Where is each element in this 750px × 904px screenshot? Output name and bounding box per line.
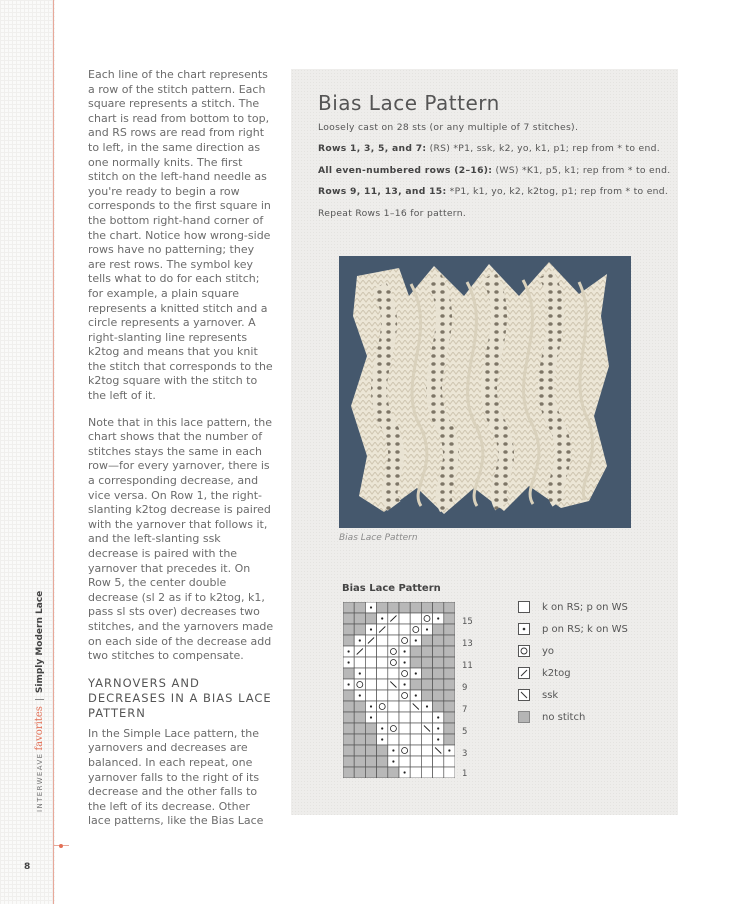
no-stitch-cell	[343, 624, 354, 635]
purl-cell	[354, 668, 365, 679]
knit-cell	[410, 756, 421, 767]
no-stitch-cell	[444, 723, 455, 734]
knit-cell	[421, 767, 432, 778]
ssk-cell	[433, 745, 444, 756]
knit-cell	[377, 657, 388, 668]
purl-cell	[410, 690, 421, 701]
knit-cell	[365, 646, 376, 657]
purl-cell	[377, 734, 388, 745]
yo-cell	[421, 613, 432, 624]
no-stitch-cell	[444, 668, 455, 679]
purl-cell	[433, 712, 444, 723]
key-item-knit	[518, 601, 628, 613]
no-stitch-cell	[410, 646, 421, 657]
no-stitch-cell	[399, 602, 410, 613]
purl-cell	[410, 668, 421, 679]
key-label: k on RS; p on WS	[542, 601, 628, 613]
purl-cell	[433, 723, 444, 734]
knit-cell	[399, 712, 410, 723]
purl-cell	[365, 602, 376, 613]
no-stitch-cell	[433, 701, 444, 712]
brand-name: INTERWEAVE	[36, 752, 44, 812]
knit-cell	[365, 690, 376, 701]
photo-caption: Bias Lace Pattern	[339, 533, 418, 543]
no-stitch-cell	[354, 756, 365, 767]
knit-cell	[421, 734, 432, 745]
running-head	[34, 592, 45, 812]
purl-cell	[354, 635, 365, 646]
no-stitch-cell	[343, 690, 354, 701]
no-stitch-cell	[444, 646, 455, 657]
row-text: *P1, k1, yo, k2, k2tog, p1; rep from * to end.	[446, 186, 669, 197]
knit-cell	[377, 690, 388, 701]
no-stitch-cell	[343, 635, 354, 646]
knit-cell	[388, 690, 399, 701]
no-stitch-cell	[354, 745, 365, 756]
body-paragraph-3: In the Simple Lace pattern, the yarnovers and decreases are balanced. In each repeat, one yarnover falls to the right of its decrease and the other falls to the left of its decrease. Other lace patterns, like the Bias Lace	[88, 726, 264, 828]
no-stitch-cell	[354, 723, 365, 734]
knit-cell	[399, 613, 410, 624]
no-stitch-cell	[365, 745, 376, 756]
purl-cell	[399, 657, 410, 668]
slash-square-icon	[518, 667, 530, 679]
knit-cell	[388, 635, 399, 646]
knit-cell	[377, 679, 388, 690]
swatch-photo	[339, 256, 631, 528]
knit-cell	[444, 767, 455, 778]
knit-cell	[410, 734, 421, 745]
stitch-chart	[343, 602, 455, 778]
yo-cell	[399, 668, 410, 679]
knit-cell	[388, 701, 399, 712]
purl-cell	[365, 712, 376, 723]
swatch-illustration	[339, 256, 631, 528]
ssk-cell	[421, 723, 432, 734]
no-stitch-cell	[421, 679, 432, 690]
key-label: p on RS; k on WS	[542, 623, 628, 635]
purl-cell	[365, 701, 376, 712]
no-stitch-cell	[410, 679, 421, 690]
knit-cell	[388, 712, 399, 723]
no-stitch-cell	[377, 767, 388, 778]
knit-cell	[388, 624, 399, 635]
k2tog-cell	[365, 635, 376, 646]
body-paragraph-2: Note that in this lace pattern, the chart shows that the number of stitches stays the same in each row—for every yarnover, there is a corresponding decrease, and vice versa. On Row 1, the right-slanting k2tog decrease is paired with the yarnover that follows it, and the left-slanting ssk decrease is paired with the yarnover that precedes it. On Row 5, the center double decrease (sl 2 as if to k2tog, k1, pass sl sts over) decreases two stitches, and the yarnovers made on each side of the decrease add two stitches to compensate.	[88, 415, 274, 663]
no-stitch-cell	[421, 646, 432, 657]
row-number-9: 9	[462, 683, 468, 693]
knit-cell	[410, 745, 421, 756]
body-column	[88, 68, 274, 841]
row-number-13: 13	[462, 639, 473, 649]
purl-cell	[377, 613, 388, 624]
empty-square-icon	[518, 601, 530, 613]
key-item-ssk	[518, 689, 558, 701]
knit-cell	[388, 668, 399, 679]
no-stitch-cell	[421, 635, 432, 646]
margin-rule	[53, 0, 54, 904]
no-stitch-cell	[365, 767, 376, 778]
row-label: Rows 1, 3, 5, and 7:	[318, 143, 427, 154]
no-stitch-cell	[365, 613, 376, 624]
no-stitch-cell	[433, 635, 444, 646]
no-stitch-cell	[410, 602, 421, 613]
no-stitch-cell	[444, 690, 455, 701]
key-item-yo	[518, 645, 554, 657]
no-stitch-cell	[421, 602, 432, 613]
no-stitch-cell	[343, 712, 354, 723]
circle-square-icon	[518, 645, 530, 657]
section-heading: YARNOVERS AND DECREASES IN A BIAS LACE PATTERN	[88, 675, 272, 720]
purl-cell	[421, 701, 432, 712]
no-stitch-cell	[444, 602, 455, 613]
key-item-k2tog	[518, 667, 571, 679]
no-stitch-cell	[354, 767, 365, 778]
no-stitch-cell	[444, 701, 455, 712]
backslash-square-icon	[518, 689, 530, 701]
yo-cell	[399, 635, 410, 646]
no-stitch-cell	[377, 745, 388, 756]
no-stitch-cell	[444, 712, 455, 723]
no-stitch-cell	[354, 602, 365, 613]
knit-cell	[365, 679, 376, 690]
page-number: 8	[24, 862, 31, 872]
row-number-1: 1	[462, 769, 468, 779]
no-stitch-cell	[343, 734, 354, 745]
yo-cell	[399, 690, 410, 701]
no-stitch-cell	[388, 602, 399, 613]
no-stitch-cell	[365, 756, 376, 767]
no-stitch-cell	[343, 668, 354, 679]
row-instruction-1	[318, 143, 660, 154]
purl-cell	[343, 657, 354, 668]
key-item-purl	[518, 623, 628, 635]
knit-cell	[388, 734, 399, 745]
key-label: yo	[542, 645, 555, 657]
no-stitch-cell	[354, 712, 365, 723]
knit-cell	[377, 668, 388, 679]
yo-cell	[377, 701, 388, 712]
no-stitch-cell	[444, 734, 455, 745]
purl-cell	[433, 613, 444, 624]
knit-cell	[410, 723, 421, 734]
purl-cell	[444, 745, 455, 756]
knit-cell	[399, 734, 410, 745]
purl-cell	[354, 690, 365, 701]
margin-dash-2	[63, 845, 69, 846]
ssk-cell	[410, 701, 421, 712]
no-stitch-cell	[433, 668, 444, 679]
dot-square-icon	[518, 623, 530, 635]
no-stitch-cell	[343, 745, 354, 756]
no-stitch-cell	[377, 756, 388, 767]
no-stitch-cell	[433, 679, 444, 690]
no-stitch-cell	[444, 613, 455, 624]
yo-cell	[410, 624, 421, 635]
yo-cell	[388, 723, 399, 734]
purl-cell	[365, 624, 376, 635]
no-stitch-cell	[444, 679, 455, 690]
no-stitch-cell	[433, 657, 444, 668]
no-stitch-cell	[433, 690, 444, 701]
cast-on-instruction: Loosely cast on 28 sts (or any multiple of 7 stitches).	[318, 122, 579, 133]
no-stitch-cell	[343, 613, 354, 624]
row-number-11: 11	[462, 661, 473, 671]
no-stitch-cell	[343, 767, 354, 778]
purl-cell	[433, 734, 444, 745]
knit-cell	[410, 712, 421, 723]
key-label: ssk	[542, 689, 559, 701]
no-stitch-cell	[444, 657, 455, 668]
yo-cell	[388, 657, 399, 668]
knit-cell	[377, 646, 388, 657]
no-stitch-cell	[354, 613, 365, 624]
no-stitch-cell	[444, 635, 455, 646]
no-stitch-cell	[343, 723, 354, 734]
series-name: favorites	[34, 706, 45, 751]
no-stitch-cell	[421, 657, 432, 668]
no-stitch-cell	[433, 602, 444, 613]
purl-cell	[399, 646, 410, 657]
no-stitch-cell	[377, 602, 388, 613]
row-instruction-2	[318, 165, 670, 176]
knit-cell	[399, 723, 410, 734]
no-stitch-cell	[365, 723, 376, 734]
purl-cell	[399, 679, 410, 690]
knit-cell	[433, 756, 444, 767]
row-label: All even-numbered rows (2–16):	[318, 165, 493, 176]
purl-cell	[410, 635, 421, 646]
purl-cell	[388, 745, 399, 756]
row-text: (RS) *P1, ssk, k2, yo, k1, p1; rep from * to end.	[426, 143, 660, 154]
knit-cell	[377, 712, 388, 723]
yo-cell	[388, 646, 399, 657]
margin-strip	[0, 0, 55, 904]
no-stitch-cell	[354, 734, 365, 745]
row-number-3: 3	[462, 749, 468, 759]
knit-cell	[410, 767, 421, 778]
book-title: Simply Modern Lace	[35, 590, 45, 694]
row-label: Rows 9, 11, 13, and 15:	[318, 186, 447, 197]
body-paragraph-1: Each line of the chart represents a row of the stitch pattern. Each square represents a stitch. The chart is read from bottom to top, and RS rows are read from right to left, in the same direction as one normally knits. The first stitch on the left-hand needle as you're ready to begin a row corresponds to the first square in the bottom right-hand corner of the chart. Notice how wrong-side rows have no patterning; they are rest rows. The symbol key tells what to do for each stitch; for example, a plain square represents a knitted stitch and a circle represents a yarnover. A right-slanting line represents k2tog and means that you knit the stitch that corresponds to the k2tog square with the stitch to the left of it.	[88, 68, 273, 403]
knit-cell	[421, 756, 432, 767]
no-stitch-cell	[354, 701, 365, 712]
knit-cell	[365, 668, 376, 679]
knit-cell	[421, 712, 432, 723]
no-stitch-cell	[343, 701, 354, 712]
knit-cell	[365, 657, 376, 668]
no-stitch-cell	[410, 657, 421, 668]
key-label: k2tog	[542, 667, 571, 679]
no-stitch-cell	[421, 668, 432, 679]
knit-cell	[433, 767, 444, 778]
no-stitch-cell	[444, 624, 455, 635]
purl-cell	[388, 756, 399, 767]
purl-cell	[343, 679, 354, 690]
no-stitch-cell	[365, 734, 376, 745]
ssk-cell	[388, 679, 399, 690]
yo-cell	[354, 679, 365, 690]
key-label: no stitch	[542, 711, 586, 723]
k2tog-cell	[388, 613, 399, 624]
key-item-no-stitch	[518, 711, 585, 723]
row-number-5: 5	[462, 727, 468, 737]
no-stitch-cell	[421, 690, 432, 701]
k2tog-cell	[377, 624, 388, 635]
row-instruction-3	[318, 186, 668, 197]
row-number-7: 7	[462, 705, 468, 715]
purl-cell	[399, 767, 410, 778]
purl-cell	[343, 646, 354, 657]
no-stitch-cell	[343, 756, 354, 767]
purl-cell	[377, 723, 388, 734]
knit-cell	[399, 624, 410, 635]
no-stitch-cell	[354, 624, 365, 635]
no-stitch-cell	[343, 602, 354, 613]
knit-cell	[377, 635, 388, 646]
chart-title: Bias Lace Pattern	[342, 583, 441, 594]
knit-cell	[399, 701, 410, 712]
k2tog-cell	[354, 646, 365, 657]
purl-cell	[421, 624, 432, 635]
repeat-instruction: Repeat Rows 1–16 for pattern.	[318, 208, 467, 219]
knit-cell	[410, 613, 421, 624]
knit-cell	[354, 657, 365, 668]
no-stitch-cell	[433, 646, 444, 657]
row-number-15: 15	[462, 617, 473, 627]
knit-cell	[444, 756, 455, 767]
row-text: (WS) *K1, p5, k1; rep from * to end.	[492, 165, 671, 176]
knit-cell	[421, 745, 432, 756]
no-stitch-cell	[433, 624, 444, 635]
pattern-title: Bias Lace Pattern	[318, 91, 500, 115]
knit-cell	[399, 756, 410, 767]
yo-cell	[399, 745, 410, 756]
no-stitch-cell	[388, 767, 399, 778]
running-head-divider	[35, 699, 44, 700]
gray-square-icon	[518, 711, 530, 723]
